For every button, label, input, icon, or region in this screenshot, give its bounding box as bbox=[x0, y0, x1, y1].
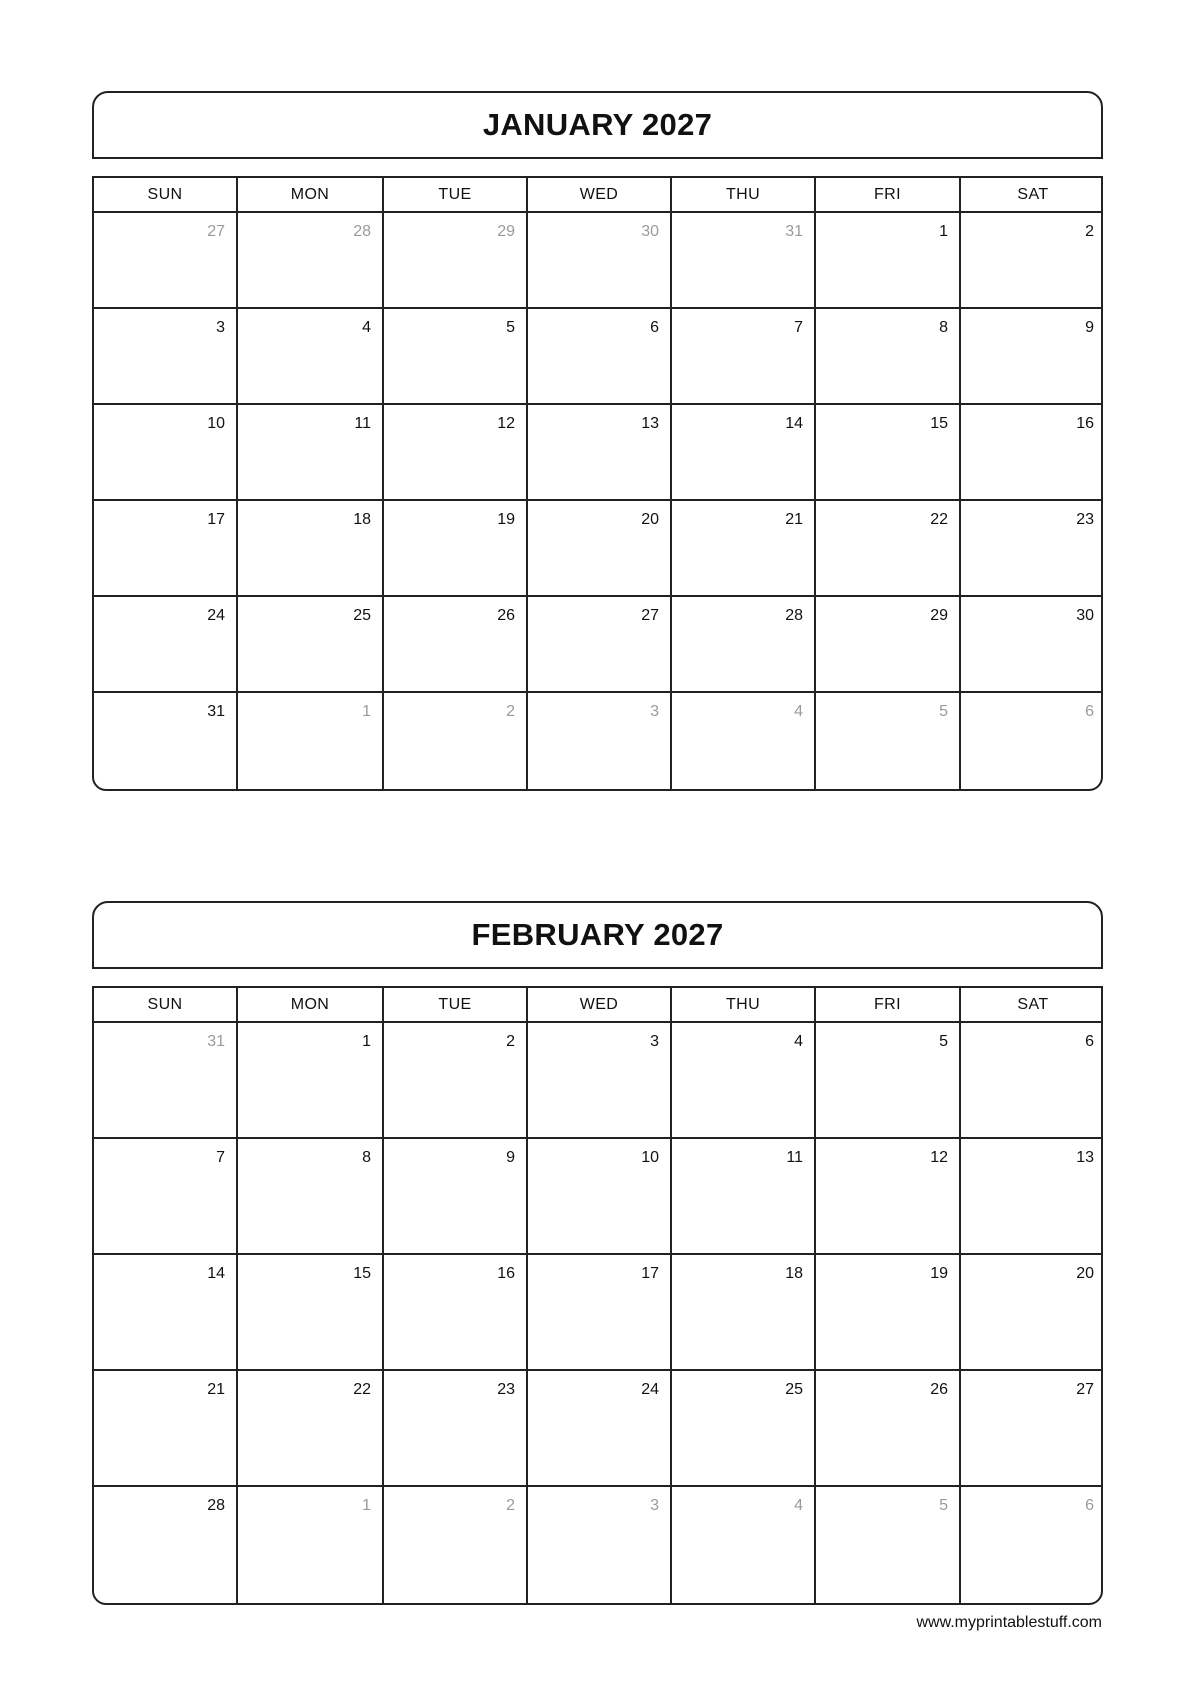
weekday-header: TUE bbox=[384, 178, 528, 213]
day-number: 7 bbox=[794, 319, 803, 336]
day-cell bbox=[94, 1487, 238, 1603]
day-number: 26 bbox=[497, 607, 515, 624]
day-number: 13 bbox=[1076, 1149, 1094, 1166]
day-cell bbox=[961, 1371, 1103, 1487]
day-number: 9 bbox=[506, 1149, 515, 1166]
day-cell bbox=[238, 1255, 384, 1371]
day-cell bbox=[94, 501, 238, 597]
day-number: 9 bbox=[1085, 319, 1094, 336]
day-cell bbox=[238, 597, 384, 693]
day-number: 1 bbox=[362, 1033, 371, 1050]
day-number: 6 bbox=[650, 319, 659, 336]
day-number: 5 bbox=[506, 319, 515, 336]
day-number: 18 bbox=[353, 511, 371, 528]
day-number: 12 bbox=[497, 415, 515, 432]
day-cell bbox=[384, 597, 528, 693]
day-number: 23 bbox=[497, 1381, 515, 1398]
day-number: 17 bbox=[207, 511, 225, 528]
day-number: 2 bbox=[1085, 223, 1094, 240]
day-number-adjacent-month: 3 bbox=[650, 1497, 659, 1514]
weekday-header: MON bbox=[238, 988, 384, 1023]
day-cell bbox=[384, 405, 528, 501]
day-cell bbox=[672, 1023, 816, 1139]
day-number: 8 bbox=[939, 319, 948, 336]
day-number: 28 bbox=[207, 1497, 225, 1514]
day-cell bbox=[672, 1371, 816, 1487]
day-number: 24 bbox=[641, 1381, 659, 1398]
day-number: 24 bbox=[207, 607, 225, 624]
month-title-box bbox=[92, 901, 1103, 969]
day-number-adjacent-month: 4 bbox=[794, 1497, 803, 1514]
weekday-header: SUN bbox=[94, 178, 238, 213]
day-number-adjacent-month: 3 bbox=[650, 703, 659, 720]
calendar-february bbox=[92, 901, 1103, 1605]
day-number: 18 bbox=[785, 1265, 803, 1282]
weekday-header: SUN bbox=[94, 988, 238, 1023]
day-cell bbox=[384, 213, 528, 309]
day-number-adjacent-month: 6 bbox=[1085, 1497, 1094, 1514]
day-cell bbox=[94, 1255, 238, 1371]
day-cell bbox=[238, 1487, 384, 1603]
day-cell bbox=[961, 405, 1103, 501]
day-number-adjacent-month: 2 bbox=[506, 1497, 515, 1514]
day-cell bbox=[961, 1139, 1103, 1255]
day-number: 20 bbox=[641, 511, 659, 528]
day-cell bbox=[94, 309, 238, 405]
day-cell bbox=[238, 693, 384, 789]
day-number: 2 bbox=[506, 1033, 515, 1050]
day-cell bbox=[384, 1487, 528, 1603]
day-cell bbox=[528, 1371, 672, 1487]
day-cell bbox=[238, 1023, 384, 1139]
day-cell bbox=[238, 1371, 384, 1487]
day-number: 5 bbox=[939, 1033, 948, 1050]
day-cell bbox=[94, 597, 238, 693]
day-cell bbox=[528, 1487, 672, 1603]
day-cell bbox=[238, 309, 384, 405]
day-cell bbox=[672, 501, 816, 597]
day-number: 4 bbox=[794, 1033, 803, 1050]
day-number: 17 bbox=[641, 1265, 659, 1282]
day-number-adjacent-month: 2 bbox=[506, 703, 515, 720]
day-number: 21 bbox=[207, 1381, 225, 1398]
weekday-header: WED bbox=[528, 988, 672, 1023]
day-number: 10 bbox=[641, 1149, 659, 1166]
day-cell bbox=[961, 1255, 1103, 1371]
weekday-header: SAT bbox=[961, 178, 1103, 213]
day-cell bbox=[816, 405, 961, 501]
day-number: 16 bbox=[1076, 415, 1094, 432]
day-number: 25 bbox=[353, 607, 371, 624]
day-cell bbox=[672, 1255, 816, 1371]
calendar-grid bbox=[92, 176, 1103, 791]
day-cell bbox=[672, 693, 816, 789]
day-number: 15 bbox=[353, 1265, 371, 1282]
day-number: 4 bbox=[362, 319, 371, 336]
day-number-adjacent-month: 29 bbox=[497, 223, 515, 240]
day-cell bbox=[816, 501, 961, 597]
weekday-header: SAT bbox=[961, 988, 1103, 1023]
day-number: 23 bbox=[1076, 511, 1094, 528]
month-title: FEBRUARY 2027 bbox=[471, 917, 724, 952]
day-number: 25 bbox=[785, 1381, 803, 1398]
day-cell bbox=[528, 1255, 672, 1371]
day-number: 28 bbox=[785, 607, 803, 624]
day-number: 15 bbox=[930, 415, 948, 432]
day-cell bbox=[816, 1023, 961, 1139]
day-number: 30 bbox=[1076, 607, 1094, 624]
day-cell bbox=[816, 213, 961, 309]
day-cell bbox=[94, 1139, 238, 1255]
day-cell bbox=[528, 597, 672, 693]
day-cell bbox=[528, 1139, 672, 1255]
day-number-adjacent-month: 31 bbox=[207, 1033, 225, 1050]
day-cell bbox=[816, 1371, 961, 1487]
weekday-header: FRI bbox=[816, 178, 961, 213]
day-cell bbox=[238, 501, 384, 597]
day-cell bbox=[961, 1023, 1103, 1139]
day-cell bbox=[672, 405, 816, 501]
day-cell bbox=[528, 501, 672, 597]
day-cell bbox=[961, 597, 1103, 693]
weekday-header: WED bbox=[528, 178, 672, 213]
day-cell bbox=[528, 1023, 672, 1139]
day-cell bbox=[528, 309, 672, 405]
day-cell bbox=[384, 501, 528, 597]
day-cell bbox=[961, 1487, 1103, 1603]
day-number: 27 bbox=[641, 607, 659, 624]
day-number: 3 bbox=[650, 1033, 659, 1050]
day-number-adjacent-month: 31 bbox=[785, 223, 803, 240]
weekday-header: THU bbox=[672, 988, 816, 1023]
day-cell bbox=[816, 1255, 961, 1371]
calendar-grid bbox=[92, 986, 1103, 1605]
day-number: 19 bbox=[930, 1265, 948, 1282]
day-cell bbox=[384, 1139, 528, 1255]
day-number-adjacent-month: 27 bbox=[207, 223, 225, 240]
day-number: 12 bbox=[930, 1149, 948, 1166]
day-cell bbox=[961, 309, 1103, 405]
day-cell bbox=[528, 213, 672, 309]
day-number-adjacent-month: 4 bbox=[794, 703, 803, 720]
footer-website: www.myprintablestuff.com bbox=[916, 1614, 1102, 1631]
day-number: 16 bbox=[497, 1265, 515, 1282]
day-cell bbox=[961, 213, 1103, 309]
day-number: 10 bbox=[207, 415, 225, 432]
day-number: 26 bbox=[930, 1381, 948, 1398]
day-number: 29 bbox=[930, 607, 948, 624]
day-cell bbox=[384, 1371, 528, 1487]
day-number: 22 bbox=[930, 511, 948, 528]
day-cell bbox=[816, 597, 961, 693]
day-cell bbox=[94, 405, 238, 501]
month-title: JANUARY 2027 bbox=[482, 107, 713, 142]
day-number: 11 bbox=[786, 1149, 803, 1166]
day-cell bbox=[94, 1371, 238, 1487]
day-cell bbox=[672, 1139, 816, 1255]
day-cell bbox=[672, 213, 816, 309]
day-cell bbox=[94, 1023, 238, 1139]
day-cell bbox=[384, 693, 528, 789]
weekday-header: FRI bbox=[816, 988, 961, 1023]
month-title-box bbox=[92, 91, 1103, 159]
day-cell bbox=[238, 405, 384, 501]
day-cell bbox=[238, 213, 384, 309]
day-cell bbox=[238, 1139, 384, 1255]
day-cell bbox=[672, 597, 816, 693]
day-cell bbox=[816, 1139, 961, 1255]
day-cell bbox=[528, 405, 672, 501]
day-cell bbox=[384, 1255, 528, 1371]
day-cell bbox=[94, 213, 238, 309]
day-number: 27 bbox=[1076, 1381, 1094, 1398]
day-number-adjacent-month: 1 bbox=[362, 703, 371, 720]
day-number: 7 bbox=[216, 1149, 225, 1166]
day-number-adjacent-month: 6 bbox=[1085, 703, 1094, 720]
day-cell bbox=[672, 309, 816, 405]
day-cell bbox=[816, 1487, 961, 1603]
day-cell bbox=[816, 309, 961, 405]
day-cell bbox=[816, 693, 961, 789]
day-cell bbox=[961, 501, 1103, 597]
day-number: 13 bbox=[641, 415, 659, 432]
day-cell bbox=[384, 1023, 528, 1139]
day-number: 19 bbox=[497, 511, 515, 528]
day-number: 14 bbox=[207, 1265, 225, 1282]
weekday-header: MON bbox=[238, 178, 384, 213]
day-number-adjacent-month: 5 bbox=[939, 1497, 948, 1514]
day-number: 8 bbox=[362, 1149, 371, 1166]
day-number: 6 bbox=[1085, 1033, 1094, 1050]
calendar-january bbox=[92, 91, 1103, 791]
day-number: 22 bbox=[353, 1381, 371, 1398]
day-number: 11 bbox=[354, 415, 371, 432]
weekday-header: TUE bbox=[384, 988, 528, 1023]
day-number: 3 bbox=[216, 319, 225, 336]
day-number: 21 bbox=[785, 511, 803, 528]
day-cell bbox=[94, 693, 238, 789]
day-number-adjacent-month: 30 bbox=[641, 223, 659, 240]
day-number-adjacent-month: 1 bbox=[362, 1497, 371, 1514]
day-number-adjacent-month: 5 bbox=[939, 703, 948, 720]
day-cell bbox=[672, 1487, 816, 1603]
day-number: 20 bbox=[1076, 1265, 1094, 1282]
day-number-adjacent-month: 28 bbox=[353, 223, 371, 240]
day-cell bbox=[384, 309, 528, 405]
day-number: 31 bbox=[207, 703, 225, 720]
day-cell bbox=[961, 693, 1103, 789]
day-cell bbox=[528, 693, 672, 789]
day-number: 14 bbox=[785, 415, 803, 432]
weekday-header: THU bbox=[672, 178, 816, 213]
day-number: 1 bbox=[939, 223, 948, 240]
